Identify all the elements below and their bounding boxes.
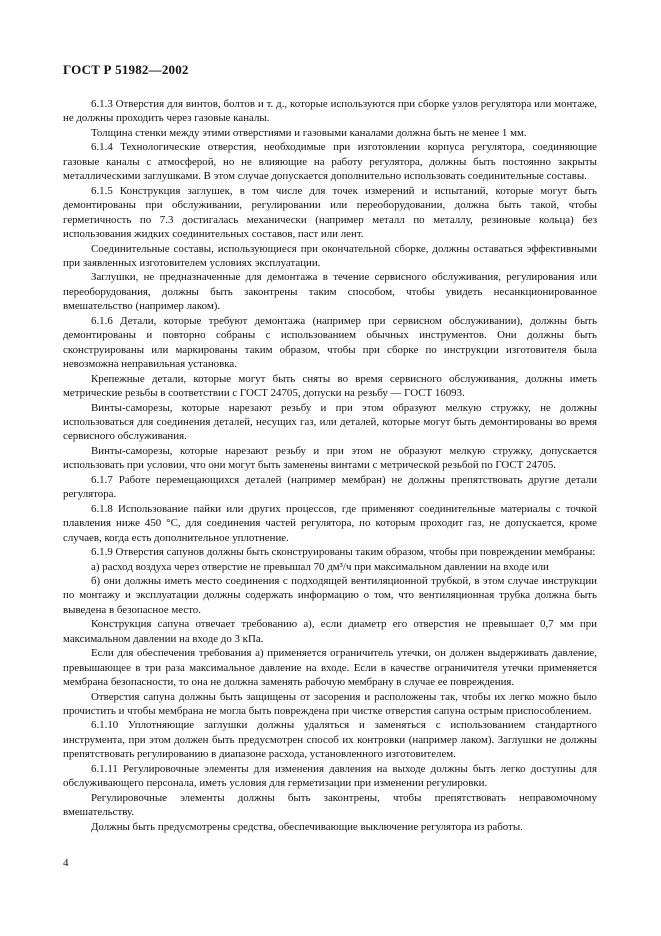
paragraph-sealing-compounds: Соединительные составы, использующиеся при окончательной сборке, должны оставаться эффективными при заявленных изготовителем условиях эксплуатации.	[63, 242, 597, 269]
list-item-b: б) они должны иметь место соединения с подходящей вентиляционной трубкой, в этом случае инструкции по монтажу и эксплуатации должны содержать информацию о том, что вентиляционная трубка должна быть выведена в безопасное место.	[63, 574, 597, 616]
paragraph-leak-limiter: Если для обеспечения требования а) применяется ограничитель утечки, он должен выдерживать давление, превышающее в три раза максимальное давление на входе. Если в качестве ограничителя утечки применяется мембрана безопасности, то она не должна заменять рабочую мембрану в случае ее повреждения.	[63, 647, 597, 689]
paragraph-6-1-9: 6.1.9 Отверстия сапунов должны быть сконструированы таким образом, чтобы при повреждении мембраны:	[91, 546, 596, 559]
paragraph-wall-thickness: Толщина стенки между этими отверстиями и газовыми каналами должна быть не менее 1 мм.	[91, 126, 527, 139]
page-number: 4	[63, 857, 69, 869]
paragraph-self-tapping-no-chips: Винты-саморезы, которые нарезают резьбу и при этом не образуют мелкую стружку, допускается использовать при условии, что они могут быть заменены винтами с метрической резьбой по ГОСТ 24705.	[63, 444, 597, 472]
paragraph-fasteners: Крепежные детали, которые могут быть сняты во время сервисного обслуживания, должны иметь метрические резьбы в соответствии с ГОСТ 24705, допуски на резьбу — ГОСТ 16093.	[63, 372, 597, 400]
document-body	[63, 97, 597, 834]
paragraph-adjustment-locking: Регулировочные элементы должны быть законтрены, чтобы препятствовать неправомочному вмешательству.	[63, 791, 597, 819]
paragraph-6-1-3: 6.1.3 Отверстия для винтов, болтов и т. д., которые используются при сборке узлов регулятора или монтаже, не должны проходить через газовые каналы.	[63, 98, 597, 125]
paragraph-6-1-10: 6.1.10 Уплотняющие заглушки должны удаляться и заменяться с использованием стандартного инструмента, при этом должен быть предусмотрен способ их контровки (например лаком). Заглушки не должны препятствовать регулированию в диапазоне расхода, установленного изготовителем.	[63, 719, 597, 761]
document-code-header: ГОСТ Р 51982—2002	[63, 62, 189, 77]
paragraph-6-1-6: 6.1.6 Детали, которые требуют демонтажа (например при сервисном обслуживании), должны быть демонтированы и повторно собраны с использованием обычных инструментов. Они должны быть сконструированы или маркированы таким образом, чтобы при сборке по инструкции изготовителя была невозможна неправильная установка.	[63, 314, 597, 371]
document-page	[63, 62, 597, 834]
paragraph-shutdown-means: Должны быть предусмотрены средства, обеспечивающие выключение регулятора из работы.	[91, 820, 523, 833]
paragraph-locked-plugs: Заглушки, не предназначенные для демонтажа в течение сервисного обслуживания, регулирования или переоборудования, должны быть законтрены таким способом, чтобы увидеть несанкционированное вмешательство (например лаком).	[63, 271, 597, 313]
paragraph-breather-protection: Отверстия сапуна должны быть защищены от засорения и расположены так, чтобы их легко можно было прочистить и чтобы мембрана не могла быть повреждена при чистке отверстия сапуна острым приспособлением.	[63, 690, 597, 718]
paragraph-6-1-11: 6.1.11 Регулировочные элементы для изменения давления на выходе должны быть легко доступны для обслуживающего персонала, иметь условия для герметизации при изменении регулировки.	[63, 762, 597, 790]
paragraph-breather-design: Конструкция сапуна отвечает требованию а), если диаметр его отверстия не превышает 0,7 мм при максимальном давлении на входе до 3 кПа.	[63, 618, 597, 645]
paragraph-6-1-7: 6.1.7 Работе перемещающихся деталей (например мембран) не должны препятствовать другие детали регулятора.	[63, 473, 597, 501]
list-item-a: а) расход воздуха через отверстие не превышал 70 дм³/ч при максимальном давлении на входе или	[91, 560, 549, 573]
paragraph-6-1-8: 6.1.8 Использование пайки или других процессов, где применяют соединительные материалы с точкой плавления ниже 450 °С, для соединения частей регулятора, по которым проходит газ, не допускается, кроме случаев, когда есть дополнительное уплотнение.	[63, 502, 597, 544]
paragraph-6-1-4: 6.1.4 Технологические отверстия, необходимые при изготовлении корпуса регулятора, соединяющие газовые каналы с атмосферой, но не влияющие на работу регулятора, должны быть постоянно закрыты металлическими заглушками. В этом случае допускается дополнительно использовать соединительные составы.	[63, 141, 597, 183]
paragraph-self-tapping-chips: Винты-саморезы, которые нарезают резьбу и при этом образуют мелкую стружку, не должны использоваться для соединения деталей, несущих газ, или деталей, которые могут быть демонтированы во время сервисного обслуживания.	[63, 401, 597, 443]
paragraph-6-1-5: 6.1.5 Конструкция заглушек, в том числе для точек измерений и испытаний, которые могут быть демонтированы при обслуживании, регулировании или переоборудовании, должна быть такой, чтобы герметичность по 7.3 достигалась механически (например металл по металлу, резиновые кольца) без использования жидких соединительных составов, паст или лент.	[63, 184, 597, 241]
